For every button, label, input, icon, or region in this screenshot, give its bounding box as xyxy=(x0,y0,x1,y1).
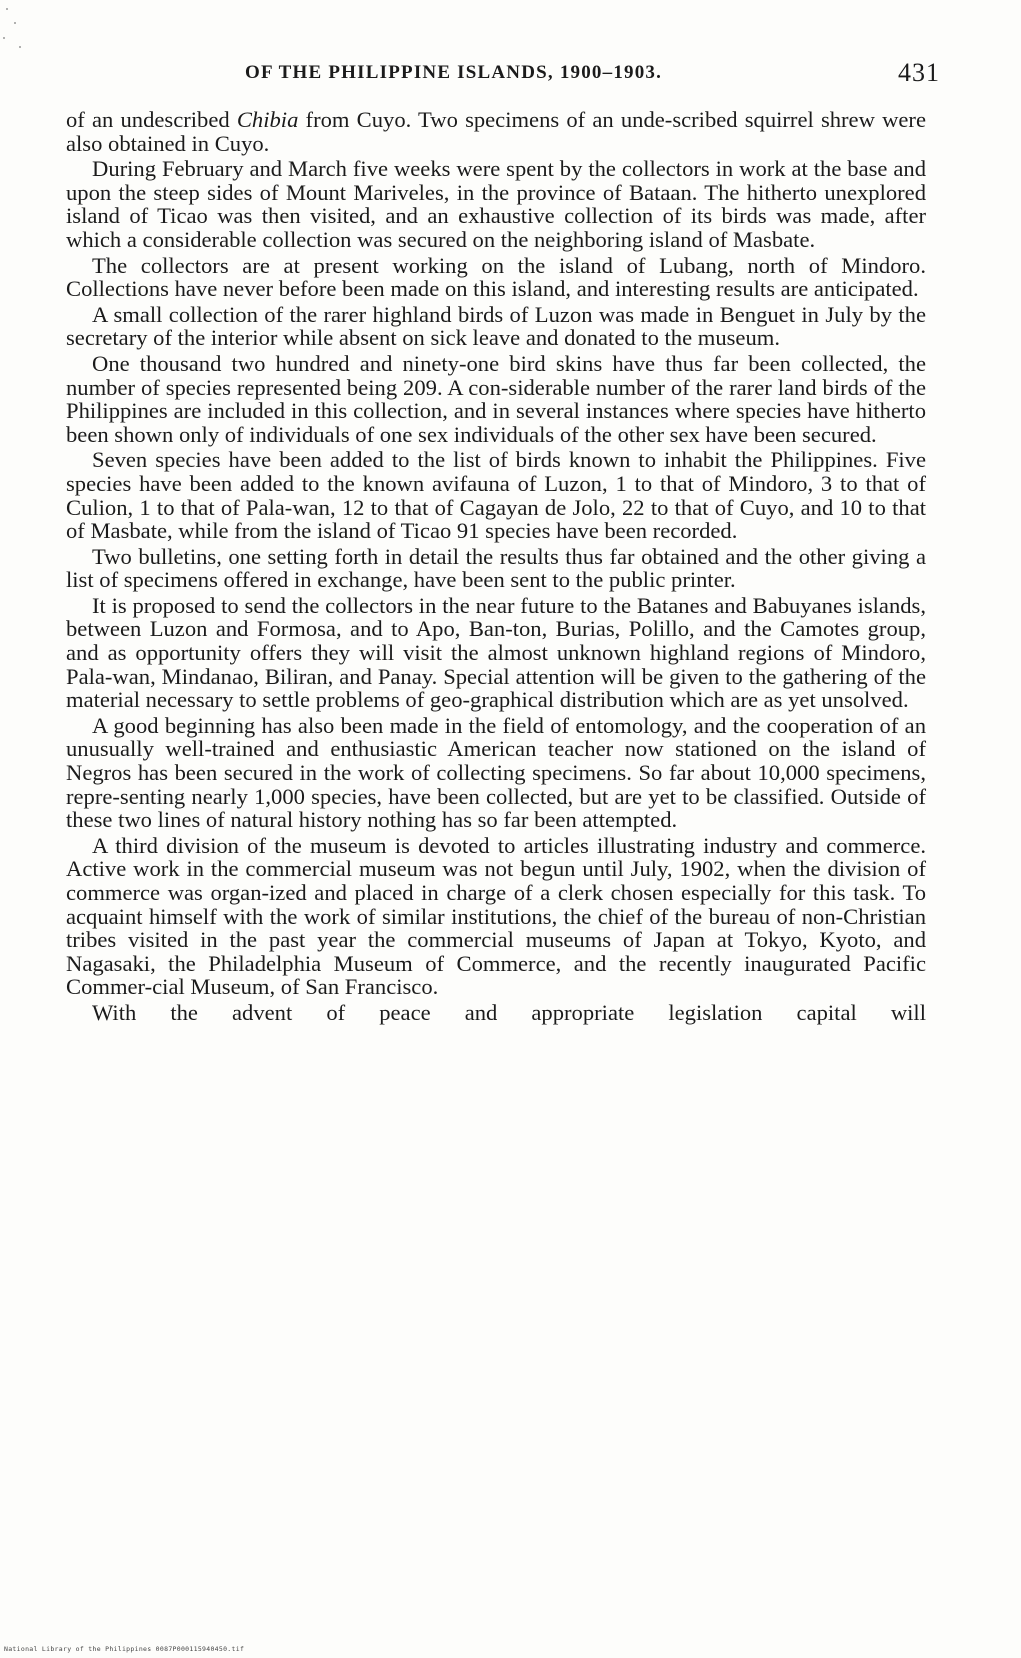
scan-specks xyxy=(0,0,30,60)
paragraph-10: A third division of the museum is devoted to articles illustrating industry and commerce. Active work in the commercial museum was not begun until July, 1902, when the division of commerce was organ-ized and placed in charge of a clerk chosen especially for this task. To acquaint himself with the work of similar institutions, the chief of the bureau of non-Christian tribes visited in the past year the commercial museums of Japan at Tokyo, Kyoto, and Nagasaki, the Philadelphia Museum of Commerce, and the recently inaugurated Pacific Commer-cial Museum, of San Francisco. xyxy=(66,832,926,1000)
paragraph-9: A good beginning has also been made in the field of entomology, and the cooperation of an unusually well-trained and enthusiastic American teacher now stationed on the island of Negros has been secured in the work of collecting specimens. So far about 10,000 specimens, repre-senting nearly 1,000 species, have been collected, but are yet to be classified. Outside of these two lines of natural history nothing has so far been attempted. xyxy=(66,712,926,833)
paragraph-6: Seven species have been added to the list of birds known to inhabit the Philippines. Five species have been added to the known avifauna of Luzon, 1 to that of Mindoro, 3 to that of Culion, 1 to that of Pala-wan, 12 to that of Cagayan de Jolo, 22 to that of Cuyo, and 10 to that of Masbate, while from the island of Ticao 91 species have been recorded. xyxy=(66,447,926,544)
paragraph-7: Two bulletins, one setting forth in detail the results thus far obtained and the other giving a list of specimens offered in exchange, have been sent to the public printer. xyxy=(66,543,926,593)
body-text xyxy=(66,108,926,1027)
page-header xyxy=(60,58,940,92)
paragraph-11: With the advent of peace and appropriate legislation capital will xyxy=(92,999,926,1025)
paragraph-3: The collectors are at present working on the island of Lubang, north of Mindoro. Collections have never before been made on this island, and interesting results are anticipated. xyxy=(66,252,926,302)
paragraph-1 xyxy=(66,108,926,155)
running-title: OF THE PHILIPPINE ISLANDS, 1900–1903. xyxy=(245,62,663,83)
paragraph-8: It is proposed to send the collectors in the near future to the Batanes and Babuyanes islands, between Luzon and Formosa, and to Apo, Ban-ton, Burias, Polillo, and the Camotes group, and as opportunity offers they will visit the almost unknown highland regions of Mindoro, Pala-wan, Mindanao, Biliran, and Panay. Special attention will be given to the gathering of the material necessary to settle problems of geo-graphical distribution which are as yet unsolved. xyxy=(66,592,926,713)
page-number: 431 xyxy=(898,58,940,87)
paragraph-4: A small collection of the rarer highland birds of Luzon was made in Benguet in July by the secretary of the interior while absent on sick leave and donated to the museum. xyxy=(66,301,926,351)
paragraph-1-before: of an undescribed xyxy=(66,107,237,132)
scan-source-note: National Library of the Philippines 0087P000115940450.tif xyxy=(4,1645,245,1653)
paragraph-2: During February and March five weeks were spent by the collectors in work at the base and upon the steep sides of Mount Mariveles, in the province of Bataan. The hitherto unexplored island of Ticao was then visited, and an exhaustive collection of its birds was made, after which a considerable collection was secured on the neighboring island of Masbate. xyxy=(66,156,926,252)
genus-name: Chibia xyxy=(236,107,299,132)
paragraph-1-after: from Cuyo. Two specimens of an unde-scribed squirrel shrew were also obtained in Cuyo. xyxy=(66,107,926,156)
paragraph-5: One thousand two hundred and ninety-one bird skins have thus far been collected, the number of species represented being 209. A con-siderable number of the rarer land birds of the Philippines are included in this collection, and in several instances where species have hitherto been shown only of individuals of one sex individuals of the other sex have been secured. xyxy=(66,350,926,447)
